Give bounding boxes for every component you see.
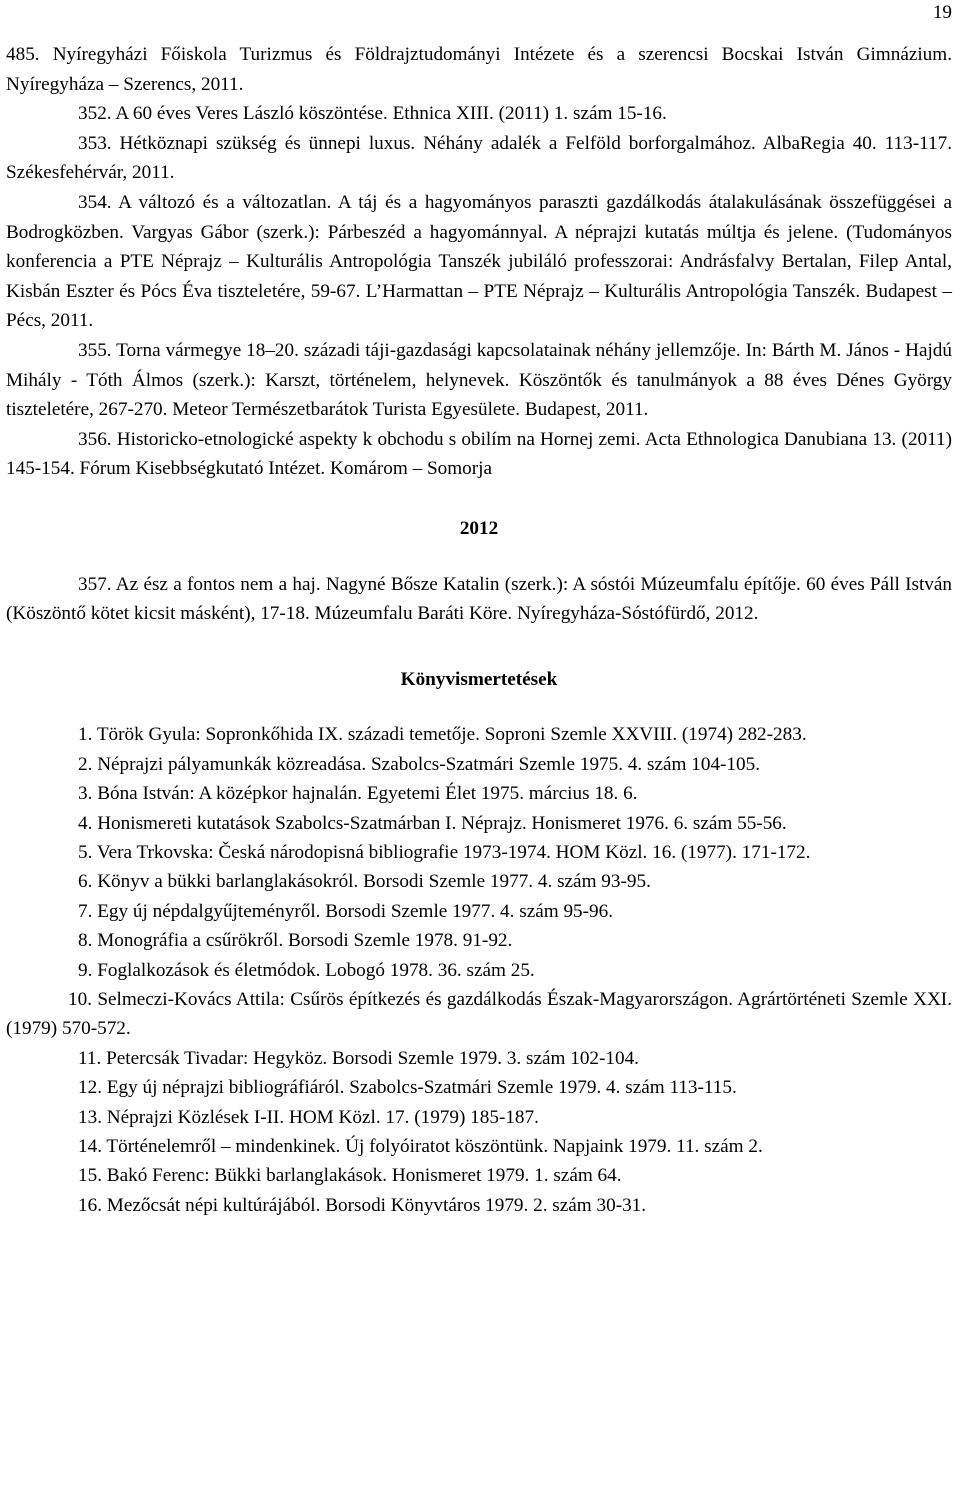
bibliography-entry-354: 354. A változó és a változatlan. A táj és a hagyományos paraszti gazdálkodás átalakulásának összefüggései a Bodrogközben. Vargyas Gábor (szerk.): Párbeszéd a hagyománnyal. A néprajzi kutatás múltja és jelene. (Tudományos konferencia a PTE Néprajz – Kulturális Antropológia Tanszék jubiláló professzorai: Andrásfalvy Bertalan, Filep Antal, Kisbán Eszter és Pócs Éva tiszteletére, 59-67. L’Harmattan – PTE Néprajz – Kulturális Antropológia Tanszék. Budapest – Pécs, 2011.: [6, 191, 952, 332]
bibliography-entry-485: 485. Nyíregyházi Főiskola Turizmus és Földrajztudományi Intézete és a szerencsi Bocskai István Gimnázium. Nyíregyháza – Szerencs, 2011.: [6, 44, 952, 95]
review-item: 10. Selmeczi-Kovács Attila: Csűrös építkezés és gazdálkodás Észak-Magyarországon. Agrártörténeti Szemle XXI. (1979) 570-572.: [6, 988, 952, 1040]
review-item: 11. Petercsák Tivadar: Hegyköz. Borsodi Szemle 1979. 3. szám 102-104.: [78, 1047, 639, 1069]
review-item: 4. Honismereti kutatások Szabolcs-Szatmárban I. Néprajz. Honismeret 1976. 6. szám 55-56.: [78, 812, 787, 834]
bibliography-entry-353: 353. Hétköznapi szükség és ünnepi luxus. Néhány adalék a Felföld borforgalmához. AlbaRegia 40. 113-117. Székesfehérvár, 2011.: [6, 132, 952, 184]
review-item: 16. Mezőcsát népi kultúrájából. Borsodi Könyvtáros 1979. 2. szám 30-31.: [78, 1194, 647, 1216]
page-number: 19: [932, 2, 952, 23]
review-item: 9. Foglalkozások és életmódok. Lobogó 1978. 36. szám 25.: [78, 959, 535, 981]
review-item: 14. Történelemről – mindenkinek. Új folyóiratot köszöntünk. Napjaink 1979. 11. szám 2.: [78, 1135, 763, 1157]
review-item: 3. Bóna István: A középkor hajnalán. Egyetemi Élet 1975. március 18. 6.: [78, 783, 638, 805]
year-heading: 2012: [459, 517, 499, 539]
bibliography-entry-352: 352. A 60 éves Veres László köszöntése. Ethnica XIII. (2011) 1. szám 15-16.: [78, 103, 667, 125]
review-item: 12. Egy új néprajzi bibliográfiáról. Szabolcs-Szatmári Szemle 1979. 4. szám 113-115.: [78, 1077, 737, 1099]
review-item: 5. Vera Trkovska: Česká národopisná bibliografie 1973-1974. HOM Közl. 16. (1977). 171-172.: [78, 841, 811, 863]
bibliography-entry-357: 357. Az ész a fontos nem a haj. Nagyné Bősze Katalin (szerk.): A sóstói Múzeumfalu építője. 60 éves Páll István (Köszöntő kötet kicsit másként), 17-18. Múzeumfalu Baráti Köre. Nyíregyháza-Sóstófürdő, 2012.: [6, 573, 952, 625]
document-body: [6, 40, 952, 1220]
bibliography-entry-356: 356. Historicko-etnologické aspekty k obchodu s obilím na Hornej zemi. Acta Ethnologica Danubiana 13. (2011) 145-154. Fórum Kisebbségkutató Intézet. Komárom – Somorja: [6, 428, 952, 480]
review-item: 2. Néprajzi pályamunkák közreadása. Szabolcs-Szatmári Szemle 1975. 4. szám 104-105.: [78, 753, 760, 775]
review-list: [6, 720, 952, 1220]
review-item: 7. Egy új népdalgyűjteményről. Borsodi Szemle 1977. 4. szám 95-96.: [78, 900, 614, 922]
review-item: 6. Könyv a bükki barlanglakásokról. Borsodi Szemle 1977. 4. szám 93-95.: [78, 871, 651, 893]
review-item: 1. Török Gyula: Sopronkőhida IX. századi temetője. Soproni Szemle XXVIII. (1974) 282-283.: [78, 724, 807, 746]
review-item: 8. Monográfia a csűrökről. Borsodi Szemle 1978. 91-92.: [78, 930, 513, 952]
bibliography-entry-355: 355. Torna vármegye 18–20. századi táji-gazdasági kapcsolatainak néhány jellemzője. In: Bárth M. János - Hajdú Mihály - Tóth Álmos (szerk.): Karszt, történelem, helynevek. Köszöntők és tanulmányok a 88 éves Dénes György tiszteletére, 267-270. Meteor Természetbarátok Turista Egyesülete. Budapest, 2011.: [6, 339, 952, 421]
section-heading: Könyvismertetések: [400, 668, 558, 690]
review-item: 13. Néprajzi Közlések I-II. HOM Közl. 17. (1979) 185-187.: [78, 1106, 539, 1128]
review-item: 15. Bakó Ferenc: Bükki barlanglakások. Honismeret 1979. 1. szám 64.: [78, 1165, 622, 1187]
